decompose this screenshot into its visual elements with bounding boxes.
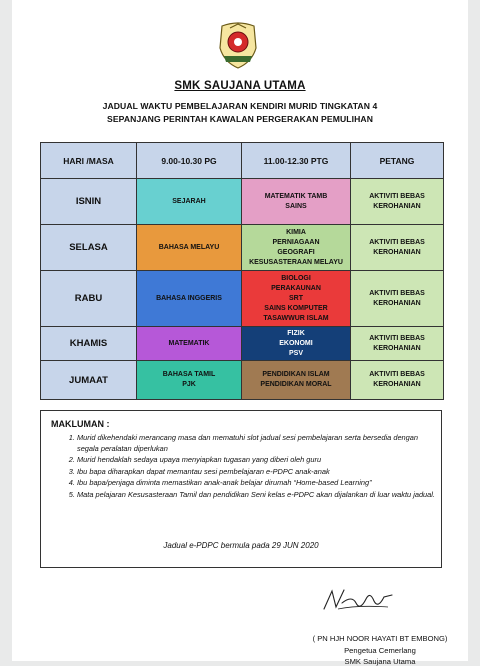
day-rabu: RABU [41, 271, 137, 327]
isnin-slot-afternoon: AKTIVITI BEBAS KEROHANIAN [351, 179, 443, 225]
note-item: 5. Mata pelajaran Kesusasteraan Tamil dan pendidikan Seni kelas e-PDPC akan dijalankan di luar waktu jadual. [77, 490, 437, 501]
jumaat-slot-afternoon: AKTIVITI BEBAS KEROHANIAN [351, 361, 443, 399]
isnin-slot-morning: SEJARAH [137, 179, 242, 225]
khamis-slot-noon: FIZIK EKONOMI PSV [242, 327, 351, 361]
school-crest-logo [212, 18, 264, 70]
start-date-note: Jadual e-PDPC bermula pada 29 JUN 2020 [163, 541, 319, 550]
column-header-morning: 9.00-10.30 PG [137, 143, 242, 179]
column-header-day: HARI /MASA [41, 143, 137, 179]
note-item: 4. Ibu bapa/penjaga diminta memastikan anak-anak belajar dirumah “Home-based Learning” [77, 478, 437, 489]
isnin-slot-noon: MATEMATIK TAMB SAINS [242, 179, 351, 225]
selasa-slot-noon: KIMIA PERNIAGAAN GEOGRAFI KESUSASTERAAN MELAYU [242, 225, 351, 271]
signatory-name: ( PN HJH NOOR HAYATI BT EMBONG) [312, 634, 448, 643]
day-isnin: ISNIN [41, 179, 137, 225]
selasa-slot-morning: BAHASA MELAYU [137, 225, 242, 271]
jumaat-slot-noon: PENDIDIKAN ISLAM PENDIDIKAN MORAL [242, 361, 351, 399]
selasa-slot-afternoon: AKTIVITI BEBAS KEROHANIAN [351, 225, 443, 271]
column-header-afternoon: PETANG [351, 143, 443, 179]
document-subtitle-line1: JADUAL WAKTU PEMBELAJARAN KENDIRI MURID TINGKATAN 4 [102, 101, 378, 111]
signatory-title: Pengetua Cemerlang [344, 646, 416, 655]
note-item: 1. Murid dikehendaki merancang masa dan mematuhi slot jadual sesi pembelajaran serta bersedia dengan segala peralatan diperlukan [77, 433, 437, 454]
day-khamis: KHAMIS [41, 327, 137, 361]
school-name: SMK SAUJANA UTAMA [174, 80, 306, 92]
day-jumaat: JUMAAT [41, 361, 137, 399]
column-header-noon: 11.00-12.30 PTG [242, 143, 351, 179]
day-selasa: SELASA [41, 225, 137, 271]
rabu-slot-morning: BAHASA INGGERIS [137, 271, 242, 327]
khamis-slot-morning: MATEMATIK [137, 327, 242, 361]
note-item: 2. Murid hendaklah sedaya upaya menyiapkan tugasan yang diberi oleh guru [77, 455, 437, 466]
jumaat-slot-morning: BAHASA TAMIL PJK [137, 361, 242, 399]
khamis-slot-afternoon: AKTIVITI BEBAS KEROHANIAN [351, 327, 443, 361]
document-page [12, 0, 468, 666]
timetable [40, 142, 444, 400]
handwritten-signature [318, 585, 398, 615]
signatory-school: SMK Saujana Utama [344, 657, 416, 666]
notes-title: MAKLUMAN : [51, 419, 110, 429]
notes-box [40, 410, 442, 568]
document-subtitle-line2: SEPANJANG PERINTAH KAWALAN PERGERAKAN PEMULIHAN [106, 114, 374, 124]
rabu-slot-afternoon: AKTIVITI BEBAS KEROHANIAN [351, 271, 443, 327]
note-item: 3. Ibu bapa diharapkan dapat memantau sesi pembelajaran e-PDPC anak-anak [77, 467, 437, 478]
notes-list [63, 433, 437, 501]
rabu-slot-noon: BIOLOGI PERAKAUNAN SRT SAINS KOMPUTER TASAWWUR ISLAM [242, 271, 351, 327]
